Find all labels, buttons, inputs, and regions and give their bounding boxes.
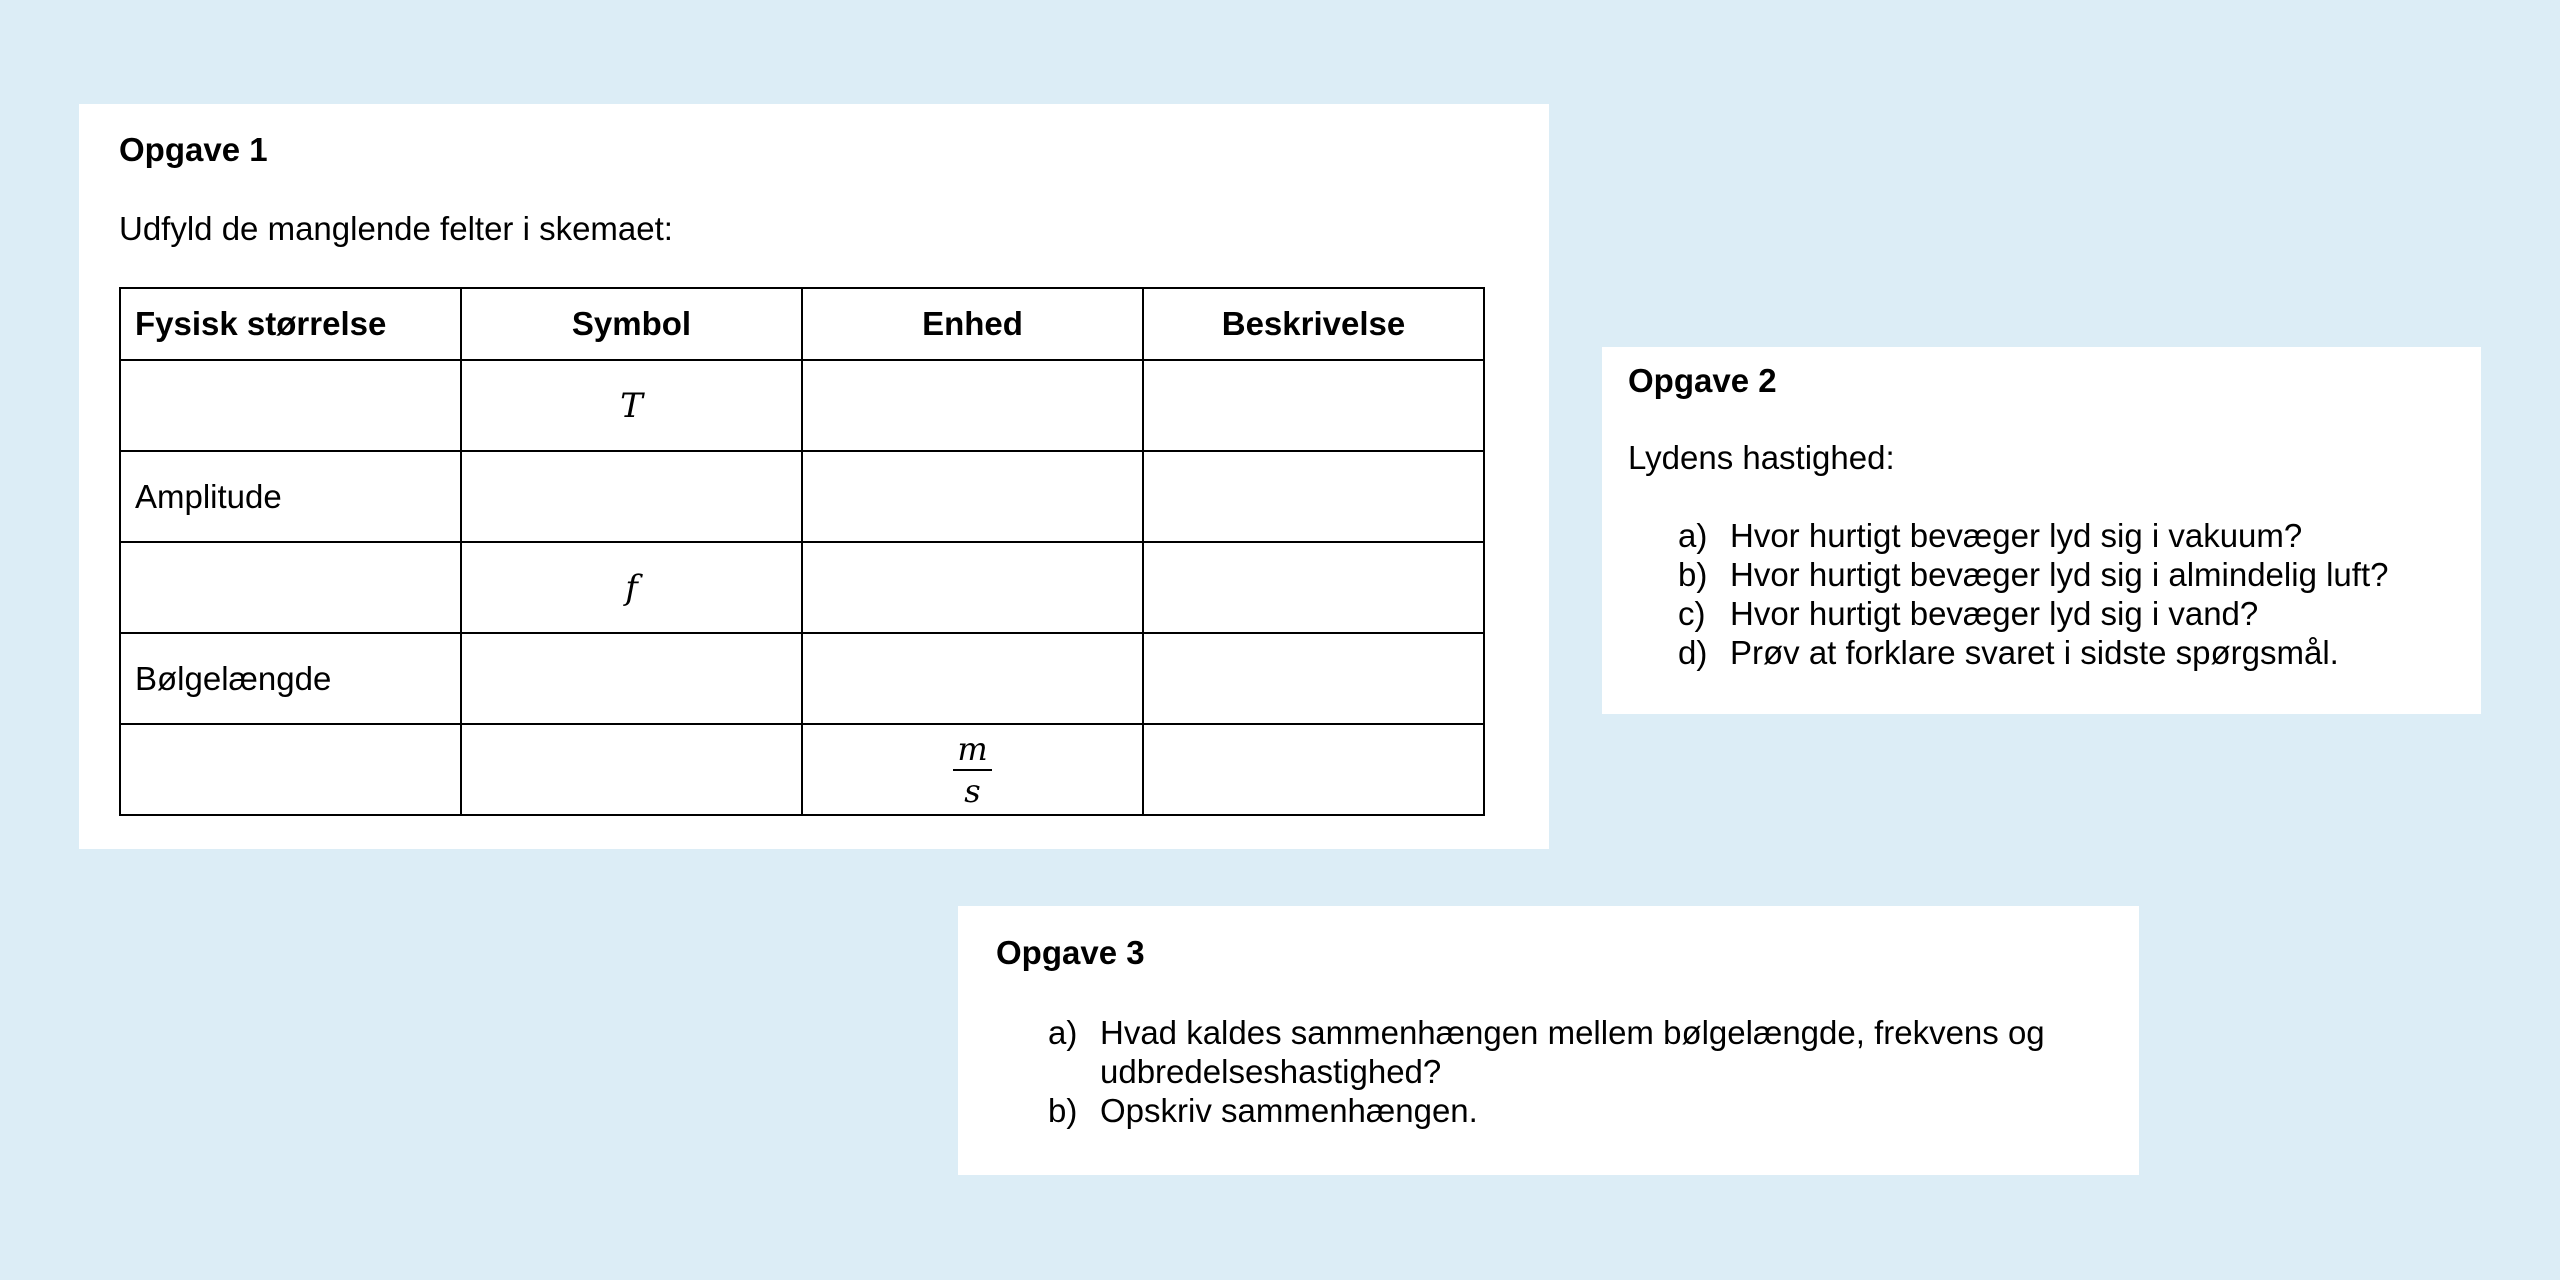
cell-symbol[interactable] <box>461 633 802 724</box>
header-beskrivelse: Beskrivelse <box>1143 288 1484 360</box>
question-label: b) <box>1678 556 1708 593</box>
cell-description[interactable] <box>1143 360 1484 451</box>
table-row <box>120 542 1484 633</box>
cell-symbol[interactable] <box>461 451 802 542</box>
question-text: Hvor hurtigt bevæger lyd sig i almindelig luft? <box>1730 556 2389 593</box>
cell-description[interactable] <box>1143 633 1484 724</box>
opgave-2-card <box>1602 347 2481 714</box>
cell-unit[interactable] <box>802 360 1143 451</box>
opgave-1-title: Opgave 1 <box>119 131 268 168</box>
cell-symbol[interactable] <box>461 724 802 815</box>
question-label: c) <box>1678 595 1706 632</box>
cell-symbol[interactable]: f <box>461 542 802 633</box>
list-item <box>1678 633 2388 672</box>
question-label: d) <box>1678 634 1708 671</box>
question-text: Hvor hurtigt bevæger lyd sig i vand? <box>1730 595 2259 632</box>
cell-quantity[interactable]: Amplitude <box>120 451 461 542</box>
opgave-1-card <box>79 104 1549 849</box>
opgave-3-card <box>958 906 2139 1175</box>
opgave-2-question-list <box>1678 516 2388 672</box>
question-text: Hvad kaldes sammenhængen mellem bølgelængde, frekvens og udbredelseshastighed? <box>1100 1014 2045 1090</box>
cell-quantity[interactable] <box>120 542 461 633</box>
opgave-2-title: Opgave 2 <box>1628 362 1777 399</box>
opgave-2-intro: Lydens hastighed: <box>1628 439 1895 476</box>
cell-unit[interactable] <box>802 724 1143 815</box>
table-header-row <box>120 288 1484 360</box>
cell-quantity[interactable] <box>120 724 461 815</box>
cell-unit[interactable] <box>802 451 1143 542</box>
question-text: Hvor hurtigt bevæger lyd sig i vakuum? <box>1730 517 2303 554</box>
opgave-3-question-list <box>1048 1013 2088 1130</box>
cell-description[interactable] <box>1143 542 1484 633</box>
opgave-1-instruction: Udfyld de manglende felter i skemaet: <box>119 210 673 247</box>
header-fysisk-stoerrelse: Fysisk størrelse <box>120 288 461 360</box>
cell-quantity[interactable]: Bølgelængde <box>120 633 461 724</box>
question-text: Opskriv sammenhængen. <box>1100 1092 1478 1129</box>
list-item <box>1678 555 2388 594</box>
cell-unit[interactable] <box>802 542 1143 633</box>
question-label: b) <box>1048 1092 1078 1129</box>
unit-numerator: m <box>953 731 991 771</box>
table-row <box>120 724 1484 815</box>
question-label: a) <box>1048 1014 1078 1051</box>
list-item <box>1678 516 2388 555</box>
table-row <box>120 360 1484 451</box>
opgave-3-title: Opgave 3 <box>996 934 1145 971</box>
question-label: a) <box>1678 517 1708 554</box>
header-symbol: Symbol <box>461 288 802 360</box>
list-item <box>1678 594 2388 633</box>
table-row <box>120 451 1484 542</box>
cell-quantity[interactable] <box>120 360 461 451</box>
list-item <box>1048 1013 2088 1091</box>
header-enhed: Enhed <box>802 288 1143 360</box>
list-item <box>1048 1091 2088 1130</box>
cell-unit[interactable] <box>802 633 1143 724</box>
table-row <box>120 633 1484 724</box>
unit-fraction <box>953 731 991 809</box>
physics-quantities-table <box>119 287 1485 816</box>
cell-symbol[interactable]: T <box>461 360 802 451</box>
question-text: Prøv at forklare svaret i sidste spørgsmål. <box>1730 634 2339 671</box>
unit-denominator: s <box>964 772 981 810</box>
cell-description[interactable] <box>1143 724 1484 815</box>
cell-description[interactable] <box>1143 451 1484 542</box>
